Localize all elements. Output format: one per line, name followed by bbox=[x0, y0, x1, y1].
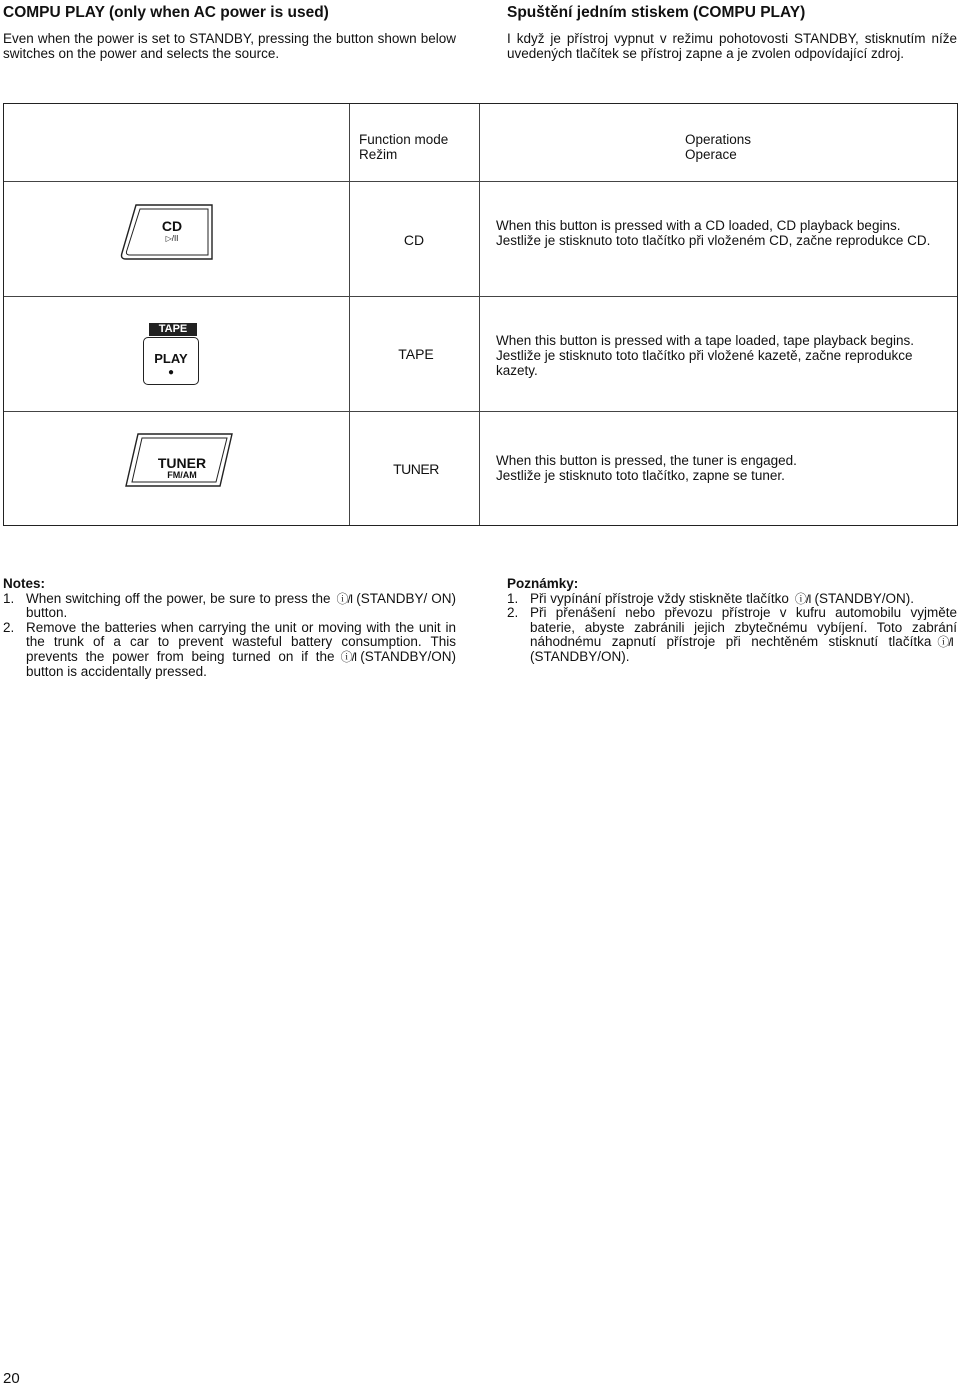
note-text: (STANDBY/ ON) button. bbox=[26, 590, 456, 621]
note-number: 1. bbox=[507, 590, 519, 606]
mode-tuner: TUNER bbox=[393, 461, 439, 477]
note-text: Při přenášení nebo převozu přístroje v kufru automobilu vyjměte baterie, abyste zabránili jejich zbytečnému vybíjení. Toto zabrání náhodnému zapnutí přístroje při nechtěném stisknutí tlačítka bbox=[530, 605, 957, 650]
notes-cz-heading: Poznámky: bbox=[507, 576, 579, 591]
intro-cz: I když je přístroj vypnut v režimu pohotovosti STANDBY, stisknutím níže uvedených tlačítek se přístroj zapne a je zvolen odpovídající zdroj. bbox=[507, 31, 957, 61]
notes-en bbox=[3, 577, 456, 679]
intro-en: Even when the power is set to STANDBY, pressing the button shown below switches on the power and selects the source. bbox=[3, 31, 456, 61]
mode-cd: CD bbox=[403, 232, 425, 248]
note-text: (STANDBY/ON). bbox=[530, 648, 630, 664]
op-cd-en: When this button is pressed with a CD loaded, CD playback begins. bbox=[496, 218, 901, 233]
note-en-1 bbox=[3, 592, 456, 621]
header-mode-cz: Režim bbox=[359, 147, 398, 162]
header-ops-cz: Operace bbox=[685, 147, 737, 162]
op-tuner-en: When this button is pressed, the tuner is engaged. bbox=[496, 453, 797, 468]
power-standby-icon: ⓘ/I bbox=[340, 649, 357, 664]
tape-button-label: PLAY bbox=[154, 351, 188, 366]
notes-en-heading: Notes: bbox=[3, 576, 46, 591]
note-number: 1. bbox=[3, 590, 15, 606]
mode-tape: TAPE bbox=[398, 346, 434, 362]
note-number: 2. bbox=[507, 605, 519, 621]
tape-tag: TAPE bbox=[149, 323, 197, 336]
note-text: Remove the batteries when carrying the unit or moving with the unit in the trunk of a car to prevent wasteful battery consumption. This prevents the power from being turned on if the bbox=[26, 619, 456, 664]
note-en-2 bbox=[3, 621, 456, 679]
header-ops-en: Operations bbox=[685, 132, 752, 147]
record-dot-icon: ● bbox=[167, 367, 175, 378]
header-mode-en: Function mode bbox=[359, 132, 449, 147]
op-cd bbox=[496, 218, 941, 248]
note-text: (STANDBY/ON) button is accidentally pressed. bbox=[26, 648, 456, 679]
tuner-button-label: TUNER bbox=[157, 455, 207, 471]
note-text: Při vypínání přístroje vždy stiskněte tlačítko bbox=[530, 590, 789, 606]
note-cz-1 bbox=[507, 592, 957, 607]
op-tape bbox=[496, 333, 941, 378]
op-tuner-cz: Jestliže je stisknuto toto tlačítko, zapne se tuner. bbox=[496, 468, 785, 483]
note-text: When switching off the power, be sure to press the bbox=[26, 590, 331, 606]
page-number: 20 bbox=[3, 1370, 20, 1387]
tuner-button bbox=[146, 456, 218, 481]
play-pause-icon: ▷/II bbox=[165, 234, 179, 243]
heading-en: COMPU PLAY (only when AC power is used) bbox=[3, 4, 329, 21]
power-standby-icon: ⓘ/I bbox=[794, 591, 811, 606]
note-cz-2 bbox=[507, 606, 957, 664]
power-standby-icon: ⓘ/I bbox=[336, 591, 353, 606]
op-tape-en: When this button is pressed with a tape loaded, tape playback begins. bbox=[496, 333, 915, 348]
op-cd-cz: Jestliže je stisknuto toto tlačítko při vloženém CD, začne reprodukce CD. bbox=[496, 233, 931, 248]
header-operations bbox=[685, 132, 751, 162]
heading-cz: Spuštění jedním stiskem (COMPU PLAY) bbox=[507, 4, 806, 21]
tuner-button-sub: FM/AM bbox=[167, 470, 197, 480]
compu-play-table bbox=[3, 103, 958, 526]
note-text: (STANDBY/ON). bbox=[814, 590, 915, 606]
cd-button bbox=[154, 219, 190, 243]
power-standby-icon: ⓘ/I bbox=[937, 635, 953, 650]
note-number: 2. bbox=[3, 619, 15, 635]
header-mode bbox=[359, 132, 448, 162]
cd-button-label: CD bbox=[161, 218, 183, 234]
op-tape-cz: Jestliže je stisknuto toto tlačítko při vložené kazetě, začne reprodukce kazety. bbox=[496, 348, 913, 378]
op-tuner bbox=[496, 453, 941, 483]
notes-cz bbox=[507, 577, 957, 665]
